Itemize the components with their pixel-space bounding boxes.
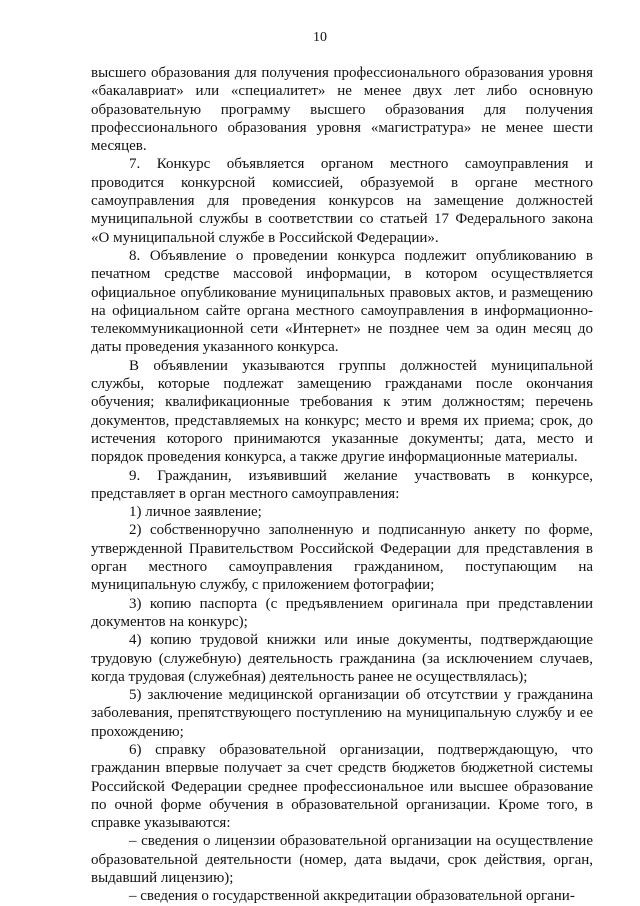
document-body xyxy=(91,64,593,906)
page-number: 10 xyxy=(313,30,327,45)
sub-item-accreditation-info: – сведения о государственной аккредитации образовательной органи- xyxy=(129,888,575,905)
paragraph-9-documents-intro: 9. Гражданин, изъявивший желание участвовать в конкурсе, представляет в орган местного самоуправления: xyxy=(91,467,593,502)
paragraph-7-competition-announcement: 7. Конкурс объявляется органом местного самоуправления и проводится конкурсной комиссией, образуемой в органе местного самоуправления для проведения конкурсов на замещение должностей муниципальной службы в соответствии со статьей 17 Федерального закона «О муниципальной службе в Российской Федерации». xyxy=(91,156,593,246)
list-item-education-certificate: 6) справку образовательной организации, подтверждающую, что гражданин впервые получает за счет средств бюджетов бюджетной системы Российской Федерации среднее профессиональное или высшее образование по очной форме обучения в образовательной организации. Кроме того, в справке указываются: xyxy=(91,741,593,832)
paragraph-8-announcement-contents: В объявлении указываются группы должностей муниципальной службы, которые подлежат замещению гражданами после окончания обучения; квалификационные требования к этим должностям; перечень документов, представляемых на конкурс; место и время их приема; срок, до истечения которого принимаются указанные документы; дата, место и порядок проведения конкурса, а также другие информационные материалы. xyxy=(91,357,593,466)
paragraph-continuation: высшего образования для получения профессионального образования уровня «бакалавриат» или «специалитет» не менее двух лет либо основную образовательную программу высшего образования для получения профессионального образования уровня «магистратура» не менее шести месяцев. xyxy=(91,65,593,155)
list-item-questionnaire: 2) собственноручно заполненную и подписанную анкету по форме, утвержденной Правительством Российской Федерации для представления в орган местного самоуправления гражданином, поступающим на муниципальную службу, с приложением фотографии; xyxy=(91,522,593,594)
sub-item-license-info: – сведения о лицензии образовательной организации на осуществление образовательной деятельности (номер, дата выдачи, срок действия, орган, выдавший лицензию); xyxy=(91,833,593,887)
list-item-medical-conclusion: 5) заключение медицинской организации об отсутствии у гражданина заболевания, препятствующего поступлению на муниципальную службу и ее прохождению; xyxy=(91,687,593,740)
list-item-application: 1) личное заявление; xyxy=(129,504,262,521)
paragraph-8-publication: 8. Объявление о проведении конкурса подлежит опубликованию в печатном средстве массовой информации, в котором осуществляется официальное опубликование муниципальных правовых актов, и размещению на официальном сайте органа местного самоуправления в информационно-телекоммуникационной сети «Интернет» не позднее чем за один месяц до даты проведения указанного конкурса. xyxy=(91,247,593,356)
list-item-passport-copy: 3) копию паспорта (с предъявлением оригинала при представлении документов на конкурс); xyxy=(91,595,593,630)
list-item-employment-record: 4) копию трудовой книжки или иные документы, подтверждающие трудовую (служебную) деятельность гражданина (за исключением случаев, когда трудовая (служебная) деятельность ранее не осуществлялась); xyxy=(91,632,593,685)
